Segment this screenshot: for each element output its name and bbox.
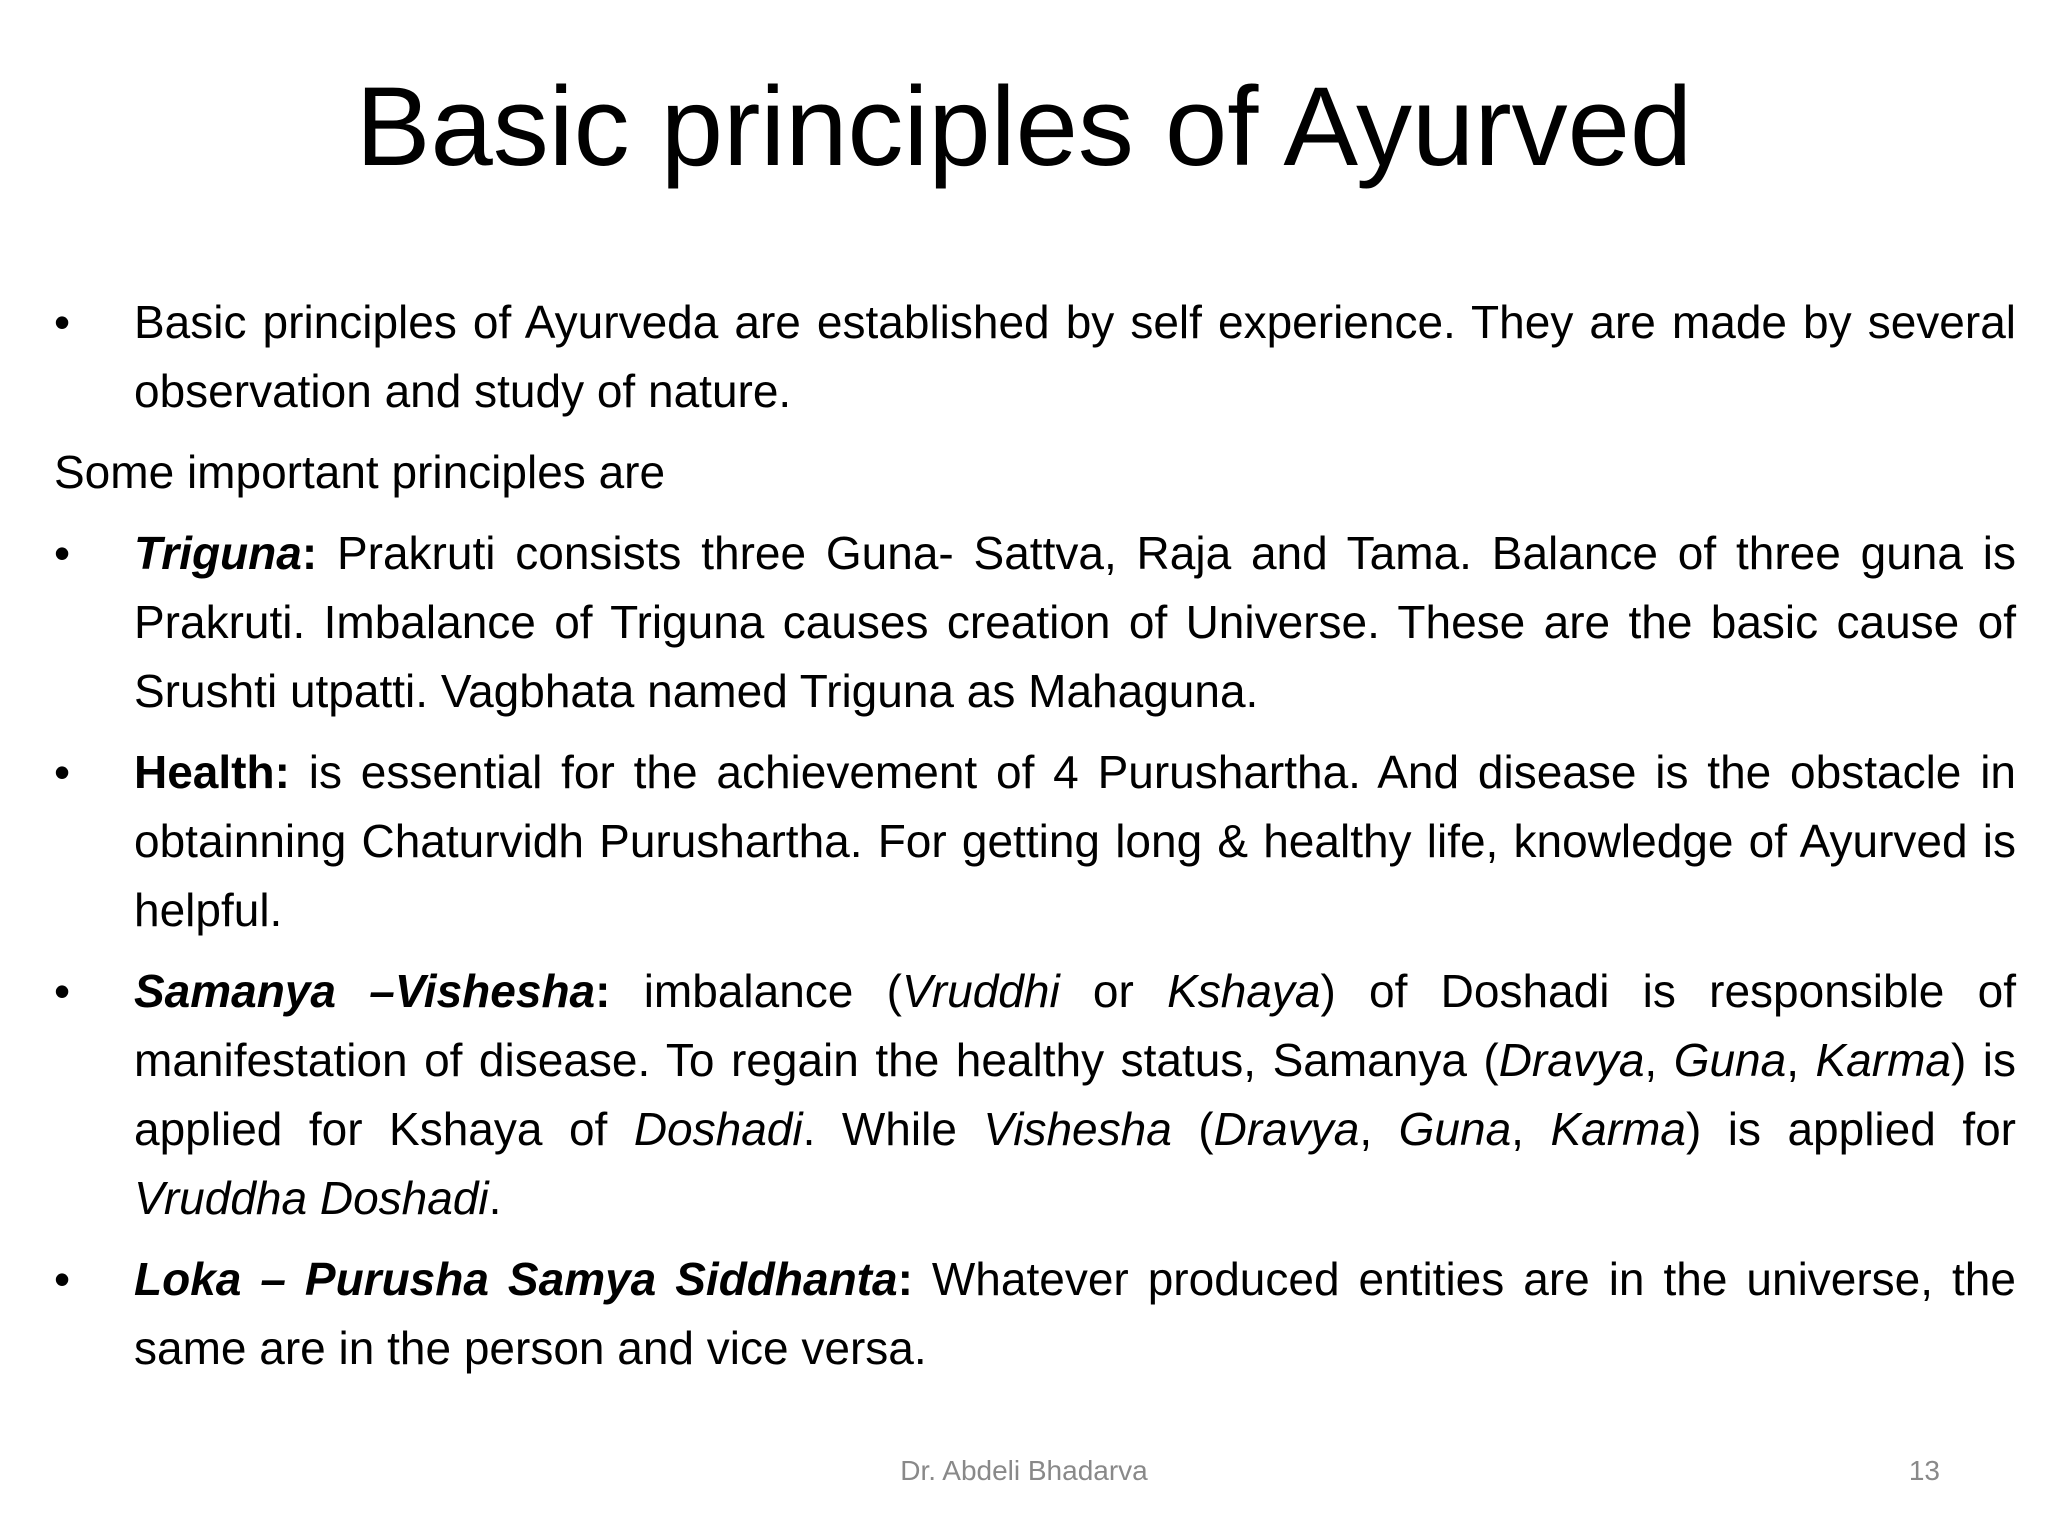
samanya-term: Samanya –Vishesha [134, 965, 596, 1017]
samanya-text-1: imbalance ( [610, 965, 902, 1017]
triguna-colon: : [301, 527, 318, 579]
samanya-vishesha: Vishesha [983, 1103, 1172, 1155]
samanya-doshadi: Doshadi [633, 1103, 803, 1155]
samanya-guna-1: Guna [1673, 1034, 1787, 1086]
bullet-intro [54, 288, 2016, 426]
loka-text: Whatever produced entities are in the universe, the same are in the person and vice versa. [134, 1253, 2016, 1374]
samanya-kshaya: Kshaya [1167, 965, 1321, 1017]
samanya-text-3: ) of Doshadi is responsible of manifestation of disease. To regain the healthy status, Samanya ( [134, 965, 2016, 1086]
samanya-karma-2: Karma [1550, 1103, 1686, 1155]
samanya-text-4: ) is applied for Kshaya of [134, 1034, 2016, 1155]
samanya-text-5: . While [802, 1103, 984, 1155]
bullet-health [54, 738, 2016, 945]
bullet-icon: • [54, 746, 71, 798]
samanya-vruddha-doshadi: Vruddha Doshadi [134, 1172, 489, 1224]
slide-title: Basic principles of Ayurved [355, 64, 1693, 189]
bullet-triguna [54, 519, 2016, 726]
samanya-vruddhi: Vruddhi [901, 965, 1060, 1017]
bullet-icon: • [54, 296, 71, 348]
loka-colon: : [897, 1253, 913, 1305]
page-number: 13 [1908, 1455, 1940, 1486]
health-text: is essential for the achievement of 4 Purushartha. And disease is the obstacle in obtainning Chaturvidh Purushartha. For getting long & healthy life, knowledge of Ayurved is helpful. [134, 746, 2016, 936]
intro-text: Basic principles of Ayurveda are established by self experience. They are made by several observation and study of nature. [134, 296, 2016, 417]
samanya-text-7: ) is applied for [1685, 1103, 2017, 1155]
bullet-loka-purusha [54, 1245, 2016, 1383]
samanya-karma-1: Karma [1815, 1034, 1951, 1086]
samanya-text-6: ( [1171, 1103, 1214, 1155]
samanya-text-8: . [488, 1172, 502, 1224]
bullet-icon: • [54, 965, 71, 1017]
samanya-dravya-1: Dravya [1498, 1034, 1645, 1086]
bullet-icon: • [54, 527, 71, 579]
footer-author: Dr. Abdeli Bhadarva [900, 1455, 1148, 1486]
bullet-samanya-vishesha [54, 957, 2016, 1233]
samanya-sep-2: , [1786, 1034, 1816, 1086]
samanya-guna-2: Guna [1398, 1103, 1512, 1155]
samanya-sep-4: , [1511, 1103, 1551, 1155]
health-term: Health: [134, 746, 290, 798]
samanya-sep-3: , [1359, 1103, 1399, 1155]
bullet-icon: • [54, 1253, 71, 1305]
triguna-term: Triguna [134, 527, 302, 579]
samanya-text-2: or [1059, 965, 1168, 1017]
samanya-colon: : [595, 965, 611, 1017]
triguna-text: Prakruti consists three Guna- Sattva, Raja and Tama. Balance of three guna is Prakruti. Imbalance of Triguna causes creation of Universe. These are the basic cause of Srushti utpatti. Vagbhata named Triguna as Mahaguna. [134, 527, 2016, 717]
samanya-dravya-2: Dravya [1213, 1103, 1360, 1155]
slide-content [54, 288, 2016, 1395]
loka-term: Loka – Purusha Samya Siddhanta [134, 1253, 898, 1305]
subheading: Some important principles are [54, 446, 666, 498]
samanya-sep-1: , [1644, 1034, 1674, 1086]
